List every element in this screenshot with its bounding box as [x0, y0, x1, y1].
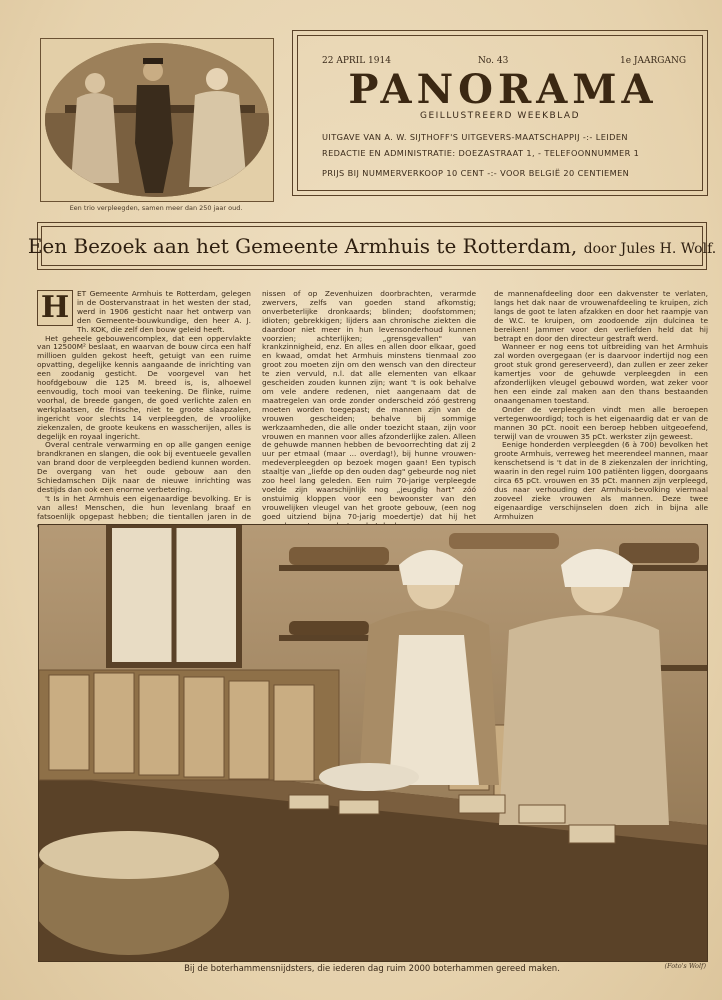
publication-subtitle: GEILLUSTREERD WEEKBLAD	[419, 111, 581, 121]
drop-cap: H	[37, 290, 73, 326]
paragraph: de mannenafdeeling door een dakvenster te verlaten, langs het dak naar de vrouwenafdeeling te kruipen, zich langs de goot te laten afzakken en door het raampje van de W.C. te kruipen, om zoodoende zijn dulcinea te bereiken! Jammer voor den verliefden held dat hij betrapt en door den directeur gestraft werd.	[494, 289, 708, 343]
top-photo-caption: Een trio verpleegden, samen meer dan 250 jaar oud.	[69, 204, 243, 212]
price-line: PRIJS BIJ NUMMERVERKOOP 10 CENT -:- VOOR BELGIË 20 CENTIEMEN	[322, 168, 630, 178]
headline-title: Een Bezoek aan het Gemeente Armhuis te Rotterdam,	[27, 234, 578, 258]
top-photo-frame	[40, 38, 274, 202]
paragraph: nissen of op Zevenhuizen doorbrachten, verarmde zwervers, zelfs van goeden stand afkomstig; onverbeterlijke dronkaards; blinden; doofstommen; idioten; gebrekkigen; lijders aan chronische ziekten die daardoor niet meer in hun levensonderhoud kunnen voorzien; achterlijken; „grensgevallen" van krankzinnigheid, enz. En alles en allen door elkaar, goed en kwaad, omdat het Armhuis minstens tienmaal zoo groot zou moeten zijn om den wensch van den directeur te zien vervuld, n.l. dat alle elementen van elkaar gescheiden zouden kunnen zijn; want 't is ook behalve om vele andere redenen, niet aangenaam dat de maatregelen van orde zonder onderscheid zóó gestreng moeten worden toegepast; de mannen zijn van de vrouwen gescheiden; behalve bij sommige werkzaamheden, die alle onder toezicht staan, zijn voor vrouwen en mannen voor alles afzonderlijke zalen. Alleen de gehuwde mannen hebben de bevoorrechting dat zij 2 uur per etmaal (maar ... overdag!), bij hunne vrouwen-medeverpleegden op bezoek mogen gaan! Een typisch staaltje van „liefde op den ouden dag" gebeurde nog niet zoo heel lang geleden. Een ruim 70-jarige verpleegde voelde zijn waarschijnlijk nog „jeugdig hart" zóó onstuimig kloppen voor een bewoonster van den vrouwelijken vleugel van het groote gebouw, (een nog goed uitziend bijna 70-jarig moedertje) dat hij het	[262, 289, 476, 521]
headline-frame	[27, 222, 717, 270]
publisher-line: UITGAVE VAN A. W. SIJTHOFF'S UITGEVERS-MAATSCHAPPIJ -:- LEIDEN	[322, 132, 628, 142]
paragraph: ET Gemeente Armhuis te Rotterdam, gelegen in de Oostervanstraat in het westen der stad, werd in 1906 gesticht naar het ontwerp van den Gemeente-bouwkundige, den heer A. J. Th. KOK, die zelf den bouw geleid heeft.	[77, 289, 251, 334]
trio-photo	[45, 43, 269, 197]
paragraph: Eenige honderden verpleegden (6 à 700) bevolken het groote Armhuis, verreweg het meerendeel mannen, maar kenschetsend is 't dat in de 8 ziekenzalen der inrichting, waarin in den regel ruim 100 patiënten liggen, doorgaans circa 65 pCt. vrouwen en 35 pCt. mannen zijn verpleegd, dus naar verhouding der Armhuis-bevolking viermaal zooveel zieke vrouwen als mannen. Deze twee eigenaardige verschijnselen doen zich in bijna alle Armhuizen	[494, 440, 708, 521]
paragraph: 't Is in het Armhuis een eigenaardige bevolking. Er is van alles! Menschen, die hun levenlang braaf en fatsoenlijk opgepast hebben; die tientallen jaren in de	[37, 493, 251, 521]
article-column-2	[262, 290, 476, 530]
editorial-line: REDACTIE EN ADMINISTRATIE: DOEZASTRAAT 1, - TELEFOONNUMMER 1	[322, 148, 640, 158]
issue-date: 22 APRIL 1914	[322, 56, 391, 66]
article-column-3	[494, 290, 708, 522]
publication-title: PANORAMA	[348, 66, 658, 113]
main-photo-caption: Bij de boterhammensnijdsters, die iederen dag ruim 2000 boterhammen gereed maken.	[184, 964, 560, 974]
volume: 1e JAARGANG	[620, 56, 687, 66]
photo-credit: (Foto's Wolf)	[664, 962, 706, 970]
paragraph: Het geheele gebouwencomplex, dat een oppervlakte van 12500M² beslaat, en waarvan de bouw circa een half millioen gulden gekost heeft, getuigt van een ruime opvatting, degelijke kennis aangaande de inrichting van een zoodanig gesticht. De voorgevel van het hoofdgebouw die 125 M. breed is, is, alhoewel eenvoudig, toch mooi van teekening. De flinke, ruime voorhal, de breede gangen, de goed verlichte zalen en werkplaatsen, de frissche, niet te groote slaapzalen, ingericht voor slechts 14 verpleegden, de vroolijke ziekenzalen, de groote keukens en wasscherijen, alles is degelijk en royaal ingericht.	[37, 333, 251, 441]
paragraph: Onder de verpleegden vindt men alle beroepen vertegenwoordigd; toch is het eigenaardig dat er van de mannen 30 pCt. nooit een beroep hebben uitgeoefend, terwijl van de vrouwen 35 pCt. werkster zijn geweest.	[494, 404, 708, 441]
paragraph: Wanneer er nog eens tot uitbreiding van het Armhuis zal worden overgegaan (er is daarvoor indertijd nog een groot stuk grond gereserveerd), dan zullen er zeer zeker kamertjes voor de gehuwde verpleegden in een afzonderlijken vleugel gebouwd worden, wat zeker voor hen een einde zal maken aan den thans bestaanden onaangenamen toestand.	[494, 342, 708, 405]
headline-byline: door Jules H. Wolf.	[583, 241, 717, 257]
article-column-1	[37, 290, 251, 530]
issue-number: No. 43	[478, 56, 509, 66]
paragraph: Overal centrale verwarming en op alle gangen eenige brandkranen en slangen, die ook bij eventueele gevallen van brand door de verpleegden bediend kunnen worden. De overgang van het oude gebouw aan den Schiedamschen Dijk naar de nieuwe inrichting was destijds dan ook een enorme verbetering.	[37, 440, 251, 494]
headline	[28, 234, 716, 258]
masthead	[292, 30, 708, 196]
bread-slicers-photo	[38, 524, 708, 962]
